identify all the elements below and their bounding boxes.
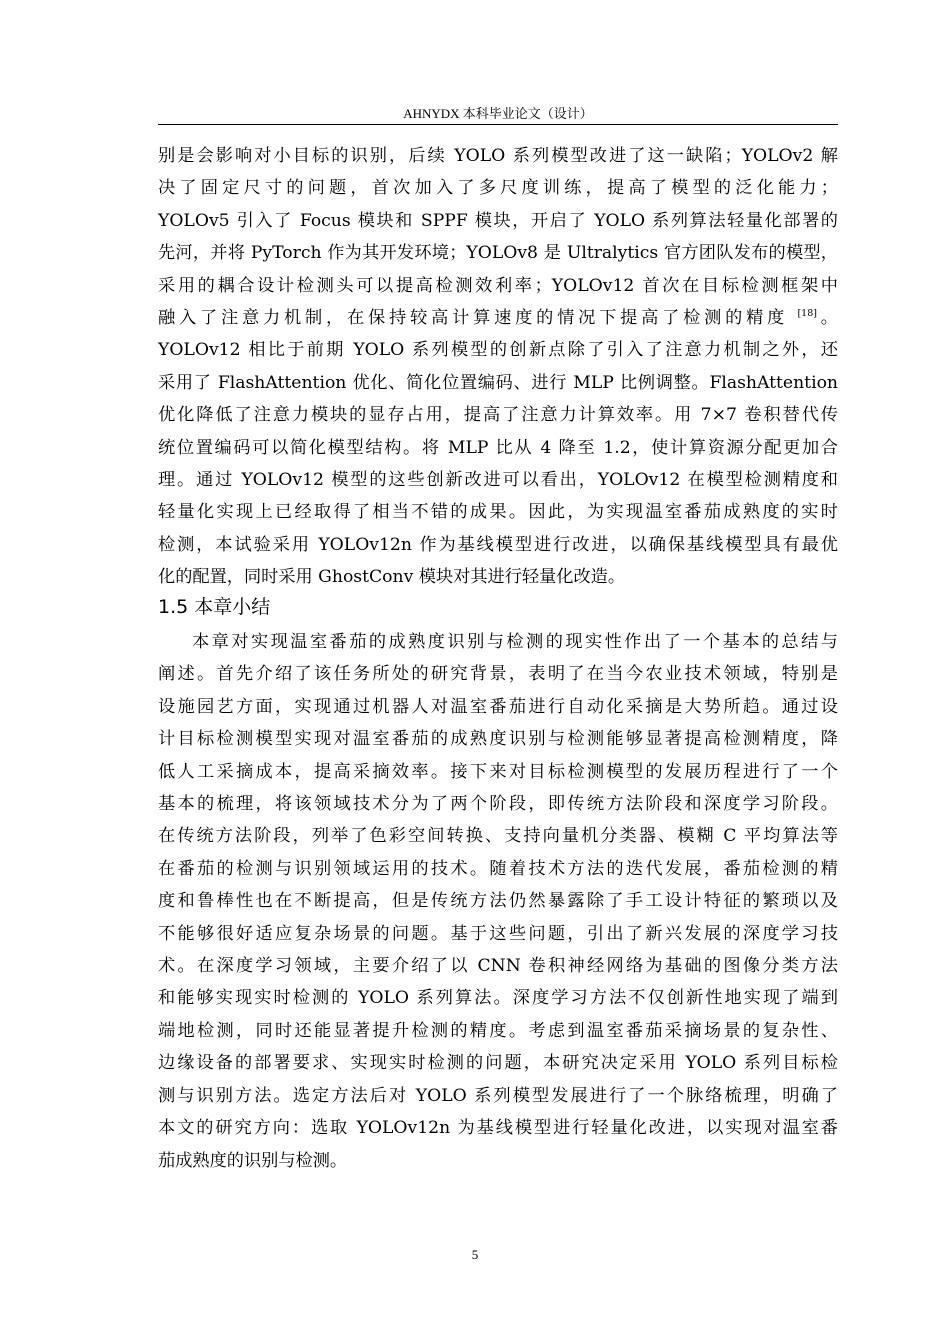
paragraph-line: 理。通过 YOLOv12 模型的这些创新改进可以看出，YOLOv12 在模型检测精度和	[158, 470, 838, 491]
paragraph-line: 先河，并将 PyTorch 作为其开发环境；YOLOv8 是 Ultralytics 官方团队发布的模型，	[158, 243, 838, 264]
paragraph-line: 化的配置，同时采用 GhostConv 模块对其进行轻量化改造。	[158, 567, 626, 588]
paragraph-line: 不能够很好适应复杂场景的问题。基于这些问题，引出了新兴发展的深度学习技	[158, 923, 838, 944]
paragraph-line: 决了固定尺寸的问题，首次加入了多尺度训练，提高了模型的泛化能力；	[158, 178, 838, 199]
page-number: 5	[471, 1247, 479, 1262]
paragraph-line: 边缘设备的部署要求、实现实时检测的问题，本研究决定采用 YOLO 系列目标检	[158, 1053, 838, 1074]
paragraph-line: 阐述。首先介绍了该任务所处的研究背景，表明了在当今农业技术领域，特别是	[158, 664, 838, 685]
paragraph-line: 低人工采摘成本，提高采摘效率。接下来对目标检测模型的发展历程进行了一个	[158, 761, 838, 782]
section-heading: 1.5 本章小结	[158, 596, 271, 618]
header-rule	[158, 124, 838, 125]
paragraph-line: 茄成熟度的识别与检测。	[158, 1150, 348, 1171]
page-header: AHNYDX 本科毕业论文（设计）	[403, 106, 593, 121]
paragraph-line-with-citation	[158, 302, 838, 334]
paragraph-line: 轻量化实现上已经取得了相当不错的成果。因此，为实现温室番茄成熟度的实时	[158, 502, 838, 523]
paragraph-line: YOLOv12 相比于前期 YOLO 系列模型的创新点除了引入了注意力机制之外，还	[158, 340, 838, 361]
paragraph-line: 端地检测，同时还能显著提升检测的精度。考虑到温室番茄采摘场景的复杂性、	[158, 1020, 838, 1041]
paragraph-line: 优化降低了注意力模块的显存占用，提高了注意力计算效率。用 7×7 卷积替代传	[158, 405, 838, 426]
paragraph-line: 本文的研究方向：选取 YOLOv12n 为基线模型进行轻量化改进，以实现对温室番	[158, 1118, 838, 1139]
paragraph-line: 测与识别方法。选定方法后对 YOLO 系列模型发展进行了一个脉络梳理，明确了	[158, 1085, 838, 1106]
paragraph-line: 基本的梳理，将该领域技术分为了两个阶段，即传统方法阶段和深度学习阶段。	[158, 794, 838, 815]
paragraph-line: 采用了 FlashAttention 优化、简化位置编码、进行 MLP 比例调整。FlashAttention	[158, 372, 838, 393]
paragraph-line: 统位置编码可以简化模型结构。将 MLP 比从 4 降至 1.2，使计算资源分配更加合	[158, 437, 838, 458]
paragraph-line: 采用的耦合设计检测头可以提高检测效利率；YOLOv12 首次在目标检测框架中	[158, 275, 838, 296]
paragraph-line: 设施园艺方面，实现通过机器人对温室番茄进行自动化采摘是大势所趋。通过设	[158, 696, 838, 717]
citation-reference: [18]	[797, 308, 817, 320]
paragraph-line: 和能够实现实时检测的 YOLO 系列算法。深度学习方法不仅创新性地实现了端到	[158, 988, 838, 1009]
citation-suffix: 。	[816, 308, 838, 329]
paragraph-line: YOLOv5 引入了 Focus 模块和 SPPF 模块，开启了 YOLO 系列算法轻量化部署的	[158, 210, 838, 231]
paragraph-line: 别是会影响对小目标的识别，后续 YOLO 系列模型改进了这一缺陷；YOLOv2 解	[158, 146, 838, 166]
body-paragraph-1	[158, 140, 838, 594]
paragraph-line: 在番茄的检测与识别领域运用的技术。随着技术方法的迭代发展，番茄检测的精	[158, 858, 838, 879]
paragraph-line: 检测，本试验采用 YOLOv12n 作为基线模型进行改进，以确保基线模型具有最优	[158, 534, 838, 555]
paragraph-line-text: 融入了注意力机制，在保持较高计算速度的情况下提高了检测的精度	[158, 308, 789, 329]
paragraph-line: 本章对实现温室番茄的成熟度识别与检测的现实性作出了一个基本的总结与	[192, 632, 838, 652]
paragraph-line: 计目标检测模型实现对温室番茄的成熟度识别与检测能够显著提高检测精度，降	[158, 729, 838, 750]
paragraph-line: 术。在深度学习领域，主要介绍了以 CNN 卷积神经网络为基础的图像分类方法	[158, 956, 838, 977]
paragraph-line: 在传统方法阶段，列举了色彩空间转换、支持向量机分类器、模糊 C 平均算法等	[158, 826, 838, 847]
paragraph-line: 度和鲁棒性也在不断提高，但是传统方法仍然暴露除了手工设计特征的繁琐以及	[158, 891, 838, 912]
body-paragraph-2	[158, 626, 838, 1177]
